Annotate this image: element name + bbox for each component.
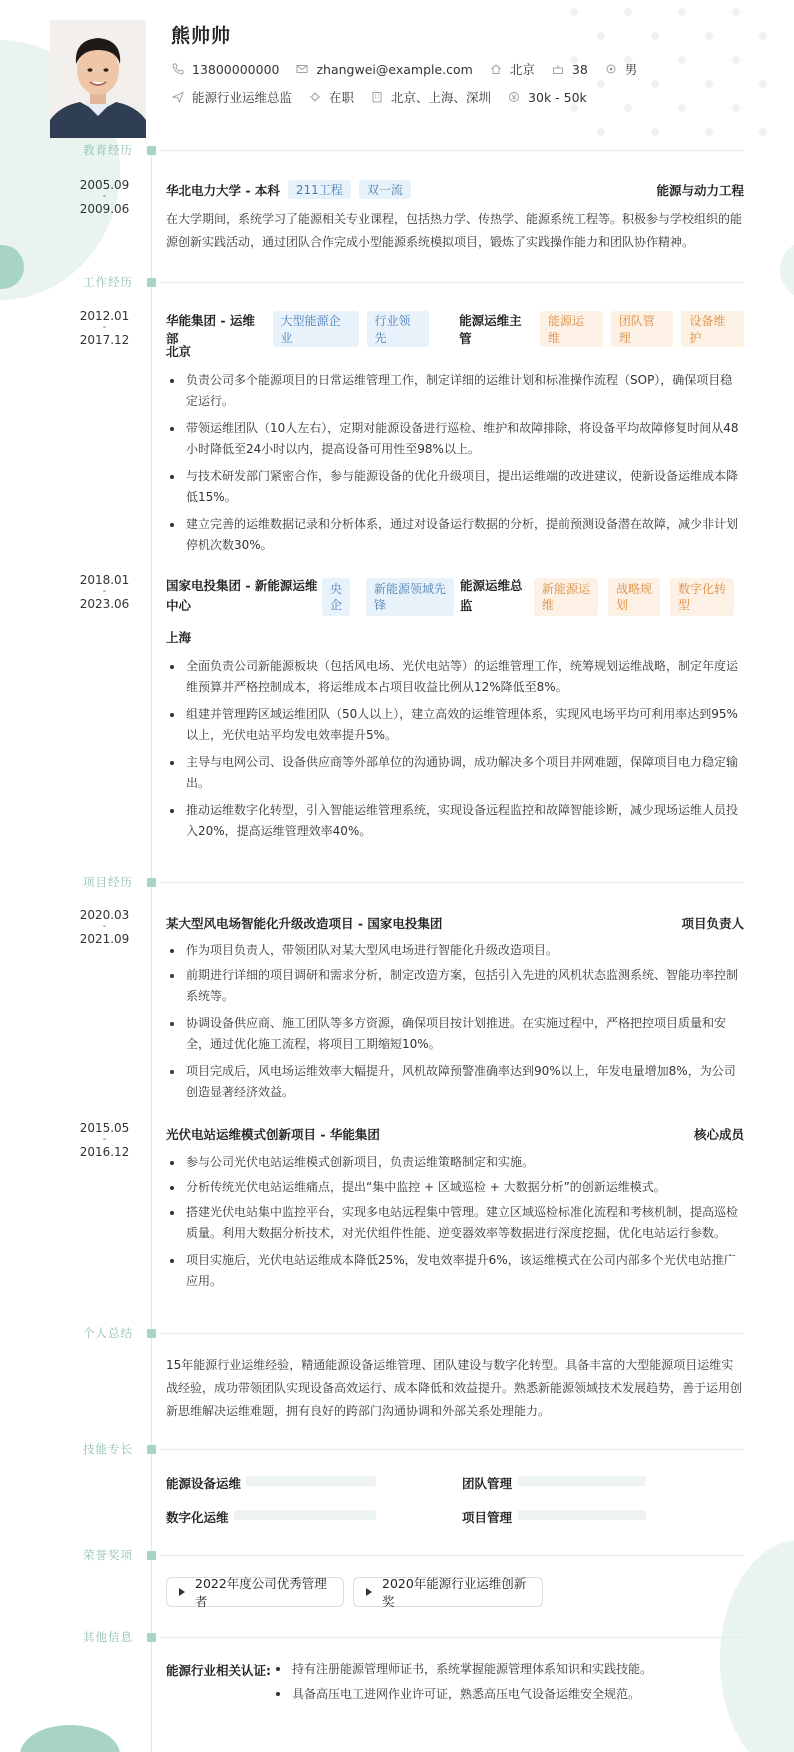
company-name: 国家电投集团 - 新能源运维 中心: [166, 578, 318, 613]
salary-icon: [507, 90, 521, 104]
section-title: 教育经历: [83, 143, 133, 157]
project-bullet: 前期进行详细的项目调研和需求分析，制定改造方案，包括引入先进的风机状态监测系统、智能功率控制系统等。: [166, 965, 744, 1007]
award-item: [166, 1577, 344, 1607]
project-name: 光伏电站运维模式创新项目 - 华能集团: [166, 1127, 380, 1142]
section-divider: [160, 282, 744, 283]
section-divider: [160, 882, 744, 883]
project-bullet: 作为项目负责人，带领团队对某大型风电场进行智能化升级改造项目。: [166, 940, 744, 961]
start-date: 2005.09: [79, 178, 130, 192]
work-bullet: 主导与电网公司、设备供应商等外部单位的沟通协调，成功解决多个项目并网难题，保障项目电力稳定输出。: [166, 752, 744, 794]
expected-salary: 30k - 50k: [528, 89, 587, 105]
section-divider: [160, 1555, 744, 1556]
gender-value: 男: [624, 62, 638, 77]
decor-blob-bottom-right: [720, 1540, 794, 1752]
start-date: 2012.01: [79, 309, 130, 323]
start-date: 2020.03: [79, 908, 130, 922]
phone-number: 13800000000: [192, 61, 280, 77]
end-date: 2016.12: [79, 1145, 130, 1159]
end-date: 2017.12: [79, 333, 130, 347]
home-icon: [489, 62, 503, 76]
work-city: 上海: [166, 630, 192, 645]
skill-name: 数字化运维: [166, 1510, 229, 1525]
timeline-marker: [147, 1329, 156, 1338]
school-tag: 双一流: [359, 180, 411, 199]
work-city: 北京: [166, 344, 192, 359]
work-bullet: 推动运维数字化转型，引入智能运维管理系统，实现设备远程监控和故障智能诊断，减少现场运维人员投入20%，提高运维管理效率40%。: [166, 800, 744, 842]
section-divider: [160, 1637, 744, 1638]
decor-dot: [624, 8, 632, 16]
school-name: 华北电力大学 - 本科: [166, 182, 280, 198]
skill-tag: 战略规 划: [608, 578, 660, 616]
email-icon: [295, 62, 309, 76]
work-bullet: 负责公司多个能源项目的日常运维管理工作，制定详细的运维计划和标准操作流程（SOP），确保项目稳定运行。: [166, 370, 744, 412]
skill-name: 能源设备运维: [166, 1476, 242, 1491]
section-other: [0, 1629, 794, 1645]
job-status: 在职: [329, 90, 355, 105]
section-awards: [0, 1547, 794, 1563]
current-city: 北京: [509, 62, 535, 77]
skill-tag: 数字化转 型: [670, 578, 734, 616]
job-position: 能源运维主管: [459, 313, 522, 346]
certification-item: 具备高压电工进网作业许可证，熟悉高压电气设备运维安全规范。: [272, 1684, 732, 1704]
education-description: 在大学期间，系统学习了能源相关专业课程，包括热力学、传热学、能源系统工程等。积极参与学校组织的能源创新实践活动，通过团队合作完成小型能源系统模拟项目，锻炼了实践操作能力和团队协作精神。: [166, 212, 743, 249]
skill-tag: 新能源运 维: [534, 578, 598, 616]
work-bullet: 组建并管理跨区域运维团队（50人以上），建立高效的运维管理体系，实现风电场平均可利用率达到95%以上，光伏电站平均发电效率提升5%。: [166, 704, 744, 746]
work-title-row: [166, 576, 744, 616]
building-icon: [370, 90, 384, 104]
timeline-marker: [147, 1445, 156, 1454]
company-tag: 央 企: [322, 578, 350, 616]
start-date: 2018.01: [79, 573, 130, 587]
project-dates: 2015.05 - 2016.12: [79, 1121, 130, 1159]
company-tag: 新能源领域先 锋: [366, 578, 454, 616]
contact-row: [171, 60, 653, 78]
project-bullet: 搭建光伏电站集中监控平台，实现多电站远程集中管理。建立区域巡检标准化流程和考核机制，提高巡检质量。利用大数据分析技术，对光伏组件性能、逆变器效率等数据进行深度挖掘，优化电站运行参数。: [166, 1202, 744, 1244]
project-bullet: 协调设备供应商、施工团队等多方资源，确保项目按计划推进。在实施过程中，严格把控项目质量和安全，通过优化施工流程，将项目工期缩短10%。: [166, 1013, 744, 1055]
work-dates: 2018.01 - 2023.06: [79, 573, 130, 611]
award-item: [353, 1577, 543, 1607]
major: 能源与动力工程: [656, 182, 744, 198]
section-projects: [0, 874, 794, 890]
company-tag: 行业领先: [367, 311, 430, 347]
skill-name: 团队管理: [462, 1476, 513, 1491]
job-intent-row: [171, 88, 603, 106]
end-date: 2009.06: [79, 202, 130, 216]
decor-dot: [570, 8, 578, 16]
project-title-row: [166, 1125, 744, 1143]
project-title-row: [166, 914, 744, 932]
profile-header: [50, 20, 794, 138]
section-title: 工作经历: [83, 275, 133, 289]
decor-blob-right: [780, 240, 794, 300]
skill-tag: 能源运维: [540, 311, 603, 347]
timeline-line: [151, 148, 152, 1752]
project-bullet: 分析传统光伏电站运维痛点，提出“集中监控 + 区域巡检 + 大数据分析”的创新运维模式。: [166, 1177, 744, 1198]
work-bullet: 建立完善的运维数据记录和分析体系，通过对设备运行数据的分析，提前预测设备潜在故障，减少非计划停机次数30%。: [166, 514, 744, 556]
award-label: 2020年能源行业运维创新奖: [382, 1576, 527, 1609]
skill-level-bar: [518, 1510, 646, 1520]
send-icon: [171, 90, 185, 104]
section-divider: [160, 1449, 744, 1450]
decor-blob-bottom-left: [20, 1725, 120, 1752]
play-icon: [179, 1588, 185, 1596]
timeline-marker: [147, 278, 156, 287]
timeline-marker: [147, 1551, 156, 1560]
section-title: 荣誉奖项: [83, 1548, 133, 1562]
section-skills: [0, 1441, 794, 1457]
skill-tag: 团队管理: [611, 311, 674, 347]
job-position: 能源运维总 监: [460, 578, 523, 613]
candidate-name: 熊帅帅: [171, 25, 232, 47]
status-icon: [308, 90, 322, 104]
award-label: 2022年度公司优秀管理者: [195, 1576, 327, 1609]
start-date: 2015.05: [79, 1121, 130, 1135]
section-divider: [160, 1333, 744, 1334]
decor-dot: [678, 8, 686, 16]
work-title-row: [166, 311, 744, 347]
work-bullet: 全面负责公司新能源板块（包括风电场、光伏电站等）的运维管理工作，统筹规划运维战略，制定年度运维预算并严格控制成本，将运维成本占项目收益比例从12%降低至8%。: [166, 656, 744, 698]
company-tag: 大型能源企业: [273, 311, 359, 347]
skill-name: 项目管理: [462, 1510, 513, 1525]
work-bullet: 带领运维团队（10人左右），定期对能源设备进行巡检、维护和故障排除，将设备平均故障修复时间从48小时降低至24小时以内，提高设备可用性至98%以上。: [166, 418, 744, 460]
education-title-row: [166, 180, 744, 199]
section-title: 其他信息: [83, 1630, 133, 1644]
play-icon: [366, 1588, 372, 1596]
section-title: 个人总结: [83, 1326, 133, 1340]
section-divider: [160, 150, 744, 151]
project-bullet: 项目完成后，风电场运维效率大幅提升，风机故障预警准确率达到90%以上，年发电量增加8%，为公司创造显著经济效益。: [166, 1061, 744, 1103]
age-value: 38: [571, 61, 588, 77]
target-position: 能源行业运维总监: [192, 90, 293, 105]
skill-level-bar: [234, 1510, 376, 1520]
phone-icon: [171, 62, 185, 76]
timeline-marker: [147, 878, 156, 887]
certification-item: 持有注册能源管理师证书，系统掌握能源管理体系知识和实践技能。: [272, 1659, 732, 1679]
section-work: [0, 274, 794, 290]
section-summary: [0, 1325, 794, 1341]
section-title: 项目经历: [83, 875, 133, 889]
project-role: 项目负责人: [681, 916, 744, 931]
work-dates: 2012.01 - 2017.12: [79, 309, 130, 347]
timeline-marker: [147, 1633, 156, 1642]
project-dates: 2020.03 - 2021.09: [79, 908, 130, 946]
project-bullet: 参与公司光伏电站运维模式创新项目，负责运维策略制定和实施。: [166, 1152, 744, 1173]
education-dates: 2005.09 - 2009.06: [79, 178, 130, 216]
email-address: zhangwei@example.com: [316, 61, 473, 77]
skill-level-bar: [518, 1476, 646, 1486]
section-education: [0, 142, 794, 158]
work-bullet: 与技术研发部门紧密合作，参与能源设备的优化升级项目，提出运维端的改进建议，使新设备运维成本降低15%。: [166, 466, 744, 508]
target-cities: 北京、上海、深圳: [391, 90, 492, 105]
avatar: [50, 20, 146, 138]
company-name: 华能集团 - 运维部: [166, 313, 255, 346]
end-date: 2021.09: [79, 932, 130, 946]
section-title: 技能专长: [83, 1442, 133, 1456]
certification-label: 能源行业相关认证:: [166, 1663, 271, 1678]
summary-text: 15年能源行业运维经验，精通能源设备运维管理、团队建设与数字化转型。具备丰富的大型能源项目运维实战经验，成功带领团队实现设备高效运行、成本降低和效益提升。熟悉新能源领域技术发展趋势，善于运用创新思维解决运维难题，拥有良好的跨部门沟通协调和外部关系处理能力。: [166, 1358, 743, 1418]
school-tag: 211工程: [288, 180, 351, 199]
skill-tag: 设备维护: [681, 311, 744, 347]
decor-dot: [732, 8, 740, 16]
end-date: 2023.06: [79, 597, 130, 611]
age-icon: [551, 62, 565, 76]
gender-icon: [604, 62, 618, 76]
project-name: 某大型风电场智能化升级改造项目 - 国家电投集团: [166, 916, 443, 931]
skill-level-bar: [246, 1476, 376, 1486]
project-bullet: 项目实施后，光伏电站运维成本降低25%，发电效率提升6%，该运维模式在公司内部多个光伏电站推广应用。: [166, 1250, 744, 1292]
project-role: 核心成员: [693, 1127, 744, 1142]
timeline-marker: [147, 146, 156, 155]
